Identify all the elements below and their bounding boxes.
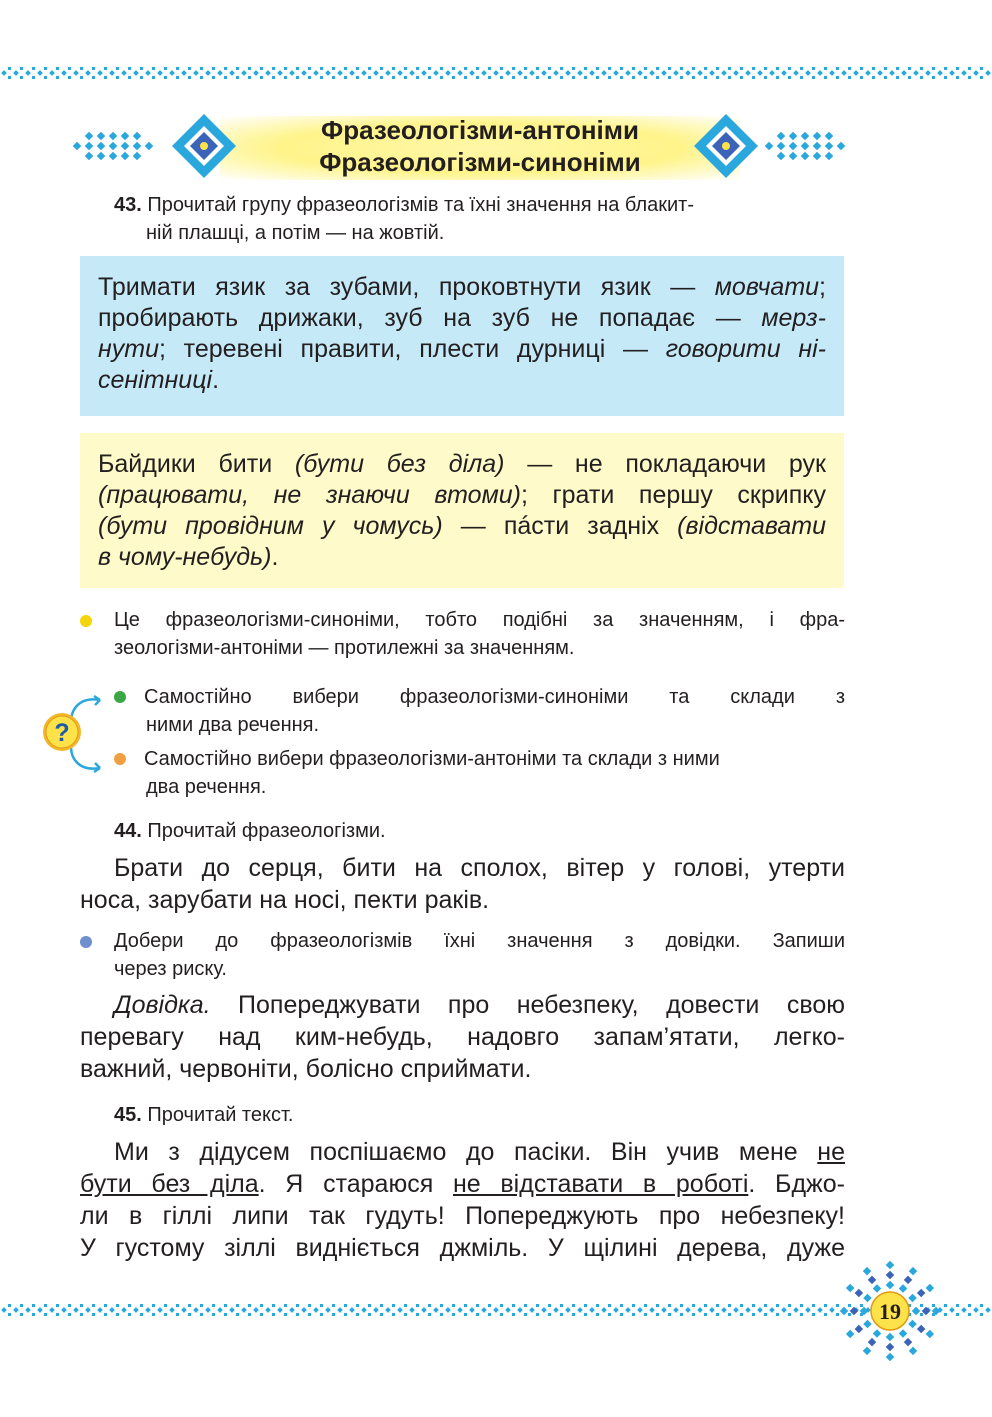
- right-ornament-icon: [690, 108, 860, 188]
- question-line1: Самостійно вибери фразеологізми-антоніми та склади з ними: [144, 748, 720, 770]
- underlined-phrase: не відставати в роботі: [452, 1170, 749, 1198]
- story-line3: ли в гіллі липи так гудуть! Попереджують про небезпеку!: [80, 1202, 845, 1230]
- task-44: [80, 817, 850, 845]
- meaning-text: (відставати: [677, 512, 826, 540]
- orange-bullet-icon: [114, 753, 126, 765]
- meaning-text: нути: [98, 335, 159, 363]
- question-line1: Самостійно вибери фразеологізми-синоніми та склади з: [144, 686, 845, 708]
- meaning-text: в чому-небудь): [98, 543, 272, 571]
- note-synonyms-antonyms: [80, 606, 845, 662]
- task-number: 43.: [114, 194, 142, 216]
- reference-block: [80, 989, 845, 1085]
- green-bullet-icon: [114, 691, 126, 703]
- question-antonyms: [114, 745, 845, 801]
- meaning-text: мерз-: [761, 304, 826, 332]
- title-line-1: Фразеологізми-антоніми: [321, 115, 639, 145]
- question-line2: два речення.: [146, 776, 267, 798]
- reference-label: Довідка.: [114, 991, 211, 1019]
- question-icon: [38, 692, 108, 778]
- meaning-text: мовчати: [714, 273, 820, 301]
- note-line2: зеологізми-антоніми — протилежні за значенням.: [114, 637, 575, 659]
- task-text-line1: Прочитай групу фразеологізмів та їхні значення на блакит-: [147, 194, 694, 216]
- phrase-text: — не покладаючи рук: [504, 450, 826, 478]
- story-span: Ми з дідусем поспішаємо до пасіки. Він учив мене: [114, 1138, 818, 1166]
- question-mark: ?: [54, 719, 70, 747]
- punctuation: .: [212, 366, 220, 394]
- punctuation: .: [271, 543, 279, 571]
- top-ornament-border: [0, 66, 992, 80]
- task-text-line2: ній плашці, а потім — на жовтій.: [146, 222, 445, 244]
- task-text: Прочитай текст.: [147, 1104, 294, 1126]
- underlined-phrase: не: [817, 1138, 845, 1166]
- title-line-2: Фразеологізми-синоніми: [319, 147, 641, 177]
- task-43: [80, 191, 850, 247]
- meaning-text: (бути без діла): [294, 450, 505, 478]
- reference-line2: перевагу над ким-небудь, надовго запам’ятати, легко-: [80, 1023, 845, 1051]
- phrase-line2: носа, зарубати на носі, пекти раків.: [80, 886, 490, 914]
- note-line2: через риску.: [114, 958, 227, 980]
- task-45: [80, 1101, 850, 1129]
- meaning-text: (працювати, не знаючи втоми): [98, 481, 521, 509]
- note-line1: Це фразеологізми-синоніми, тобто подібні за значенням, і фра-: [114, 609, 845, 631]
- story-span: . Бджо-: [748, 1170, 845, 1198]
- yellow-phrase-box: [80, 433, 844, 588]
- phrase-text: ; грати першу скрипку: [520, 481, 826, 509]
- section-header: [70, 108, 860, 188]
- meaning-text: (бути провідним у чомусь): [98, 512, 443, 540]
- task-number: 45.: [114, 1104, 142, 1126]
- phrase-text: Тримати язик за зубами, проковтнути язик —: [98, 273, 715, 301]
- page-number: 19: [879, 1299, 901, 1324]
- page-title: [220, 114, 740, 178]
- reference-line1: Попереджувати про небезпеку, довести свою: [210, 991, 845, 1019]
- story-text: [80, 1136, 845, 1264]
- question-line2: ними два речення.: [146, 714, 320, 736]
- meaning-text: сенітниці: [98, 366, 213, 394]
- task-text: Прочитай фразеологізми.: [147, 820, 386, 842]
- page-number-badge: [836, 1257, 944, 1365]
- meaning-text: говорити ні-: [665, 335, 826, 363]
- blue-phrase-box: [80, 256, 844, 416]
- punctuation: ;: [819, 273, 826, 301]
- phrase-line1: Брати до серця, бити на сполох, вітер у голові, утерти: [114, 854, 845, 882]
- phraseology-list: [80, 852, 845, 916]
- task-number: 44.: [114, 820, 142, 842]
- reference-line3: важний, червоніти, болісно сприймати.: [80, 1055, 532, 1083]
- phrase-text: Байдики бити: [98, 450, 295, 478]
- phrase-text: ; теревені правити, плести дурниці —: [159, 335, 666, 363]
- question-synonyms: [114, 683, 845, 739]
- phrase-text: пробирають дрижаки, зуб на зуб не попадає —: [98, 304, 762, 332]
- left-ornament-icon: [70, 108, 240, 188]
- underlined-phrase: бути без діла: [80, 1170, 259, 1198]
- story-line4: У густому зіллі видніється джміль. У щілині дерева, дуже: [80, 1234, 845, 1262]
- blue-bullet-icon: [80, 936, 92, 948]
- note-line1: Добери до фразеологізмів їхні значення з довідки. Запиши: [114, 930, 845, 952]
- phrase-text: — пáсти задніх: [442, 512, 678, 540]
- note-match-meanings: [80, 927, 845, 983]
- story-span: . Я стараюся: [258, 1170, 453, 1198]
- yellow-bullet-icon: [80, 615, 92, 627]
